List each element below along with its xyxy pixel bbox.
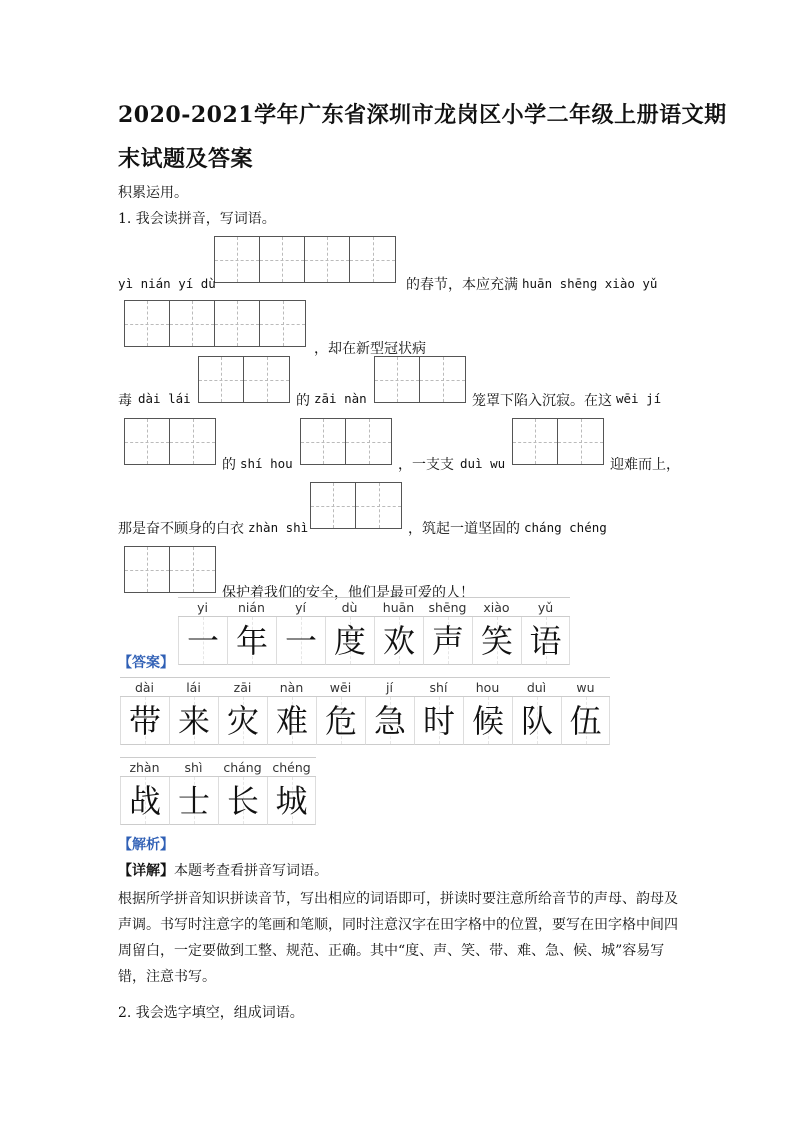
answer-character — [267, 777, 316, 825]
answer-character-text: 来 — [177, 702, 210, 740]
answer-character — [521, 617, 570, 665]
answer-row-3 — [120, 757, 316, 825]
answer-cell — [218, 757, 267, 825]
detail-text: 本题考查看拼音写词语。 — [174, 863, 328, 879]
answer-character-text: 声 — [431, 622, 464, 660]
page-title-line2: 末试题及答案 — [118, 146, 254, 172]
answer-label: 【答案】 — [118, 655, 174, 671]
answer-character — [463, 697, 512, 745]
answer-cell — [218, 677, 267, 745]
answer-cell — [325, 597, 374, 665]
answer-cell — [316, 677, 365, 745]
answer-character-text: 急 — [373, 702, 406, 740]
answer-cell — [227, 597, 276, 665]
text-7: ，一支支 — [398, 457, 454, 473]
answer-character — [120, 697, 169, 745]
answer-character — [561, 697, 610, 745]
answer-cell — [169, 677, 218, 745]
answer-grid-2[interactable] — [124, 300, 306, 347]
answer-cell — [120, 677, 169, 745]
text-5: 笼罩下陷入沉寂。在这 — [472, 393, 612, 409]
answer-character — [365, 697, 414, 745]
answer-character-text: 时 — [422, 702, 455, 740]
detail-label: 【详解】 — [118, 863, 174, 879]
answer-character-text: 战 — [128, 782, 161, 820]
answer-pinyin: yǔ — [521, 597, 570, 617]
answer-grid-7[interactable] — [512, 418, 604, 465]
answer-row-2 — [120, 677, 610, 745]
answer-cell — [276, 597, 325, 665]
answer-pinyin: chéng — [267, 757, 316, 777]
answer-grid-6[interactable] — [300, 418, 392, 465]
answer-pinyin: shēng — [423, 597, 472, 617]
text-3: 毒 — [118, 393, 132, 409]
answer-character — [276, 617, 325, 665]
answer-pinyin: yi — [178, 597, 227, 617]
answer-character-text: 年 — [235, 622, 268, 660]
answer-character — [169, 777, 218, 825]
answer-character — [316, 697, 365, 745]
answer-cell — [374, 597, 423, 665]
pinyin-4: zāi nàn — [314, 391, 367, 406]
text-8: 迎难而上， — [610, 457, 680, 473]
answer-cell — [267, 757, 316, 825]
answer-character — [472, 617, 521, 665]
answer-character-text: 带 — [128, 702, 161, 740]
text-4: 的 — [296, 393, 310, 409]
answer-pinyin: jí — [365, 677, 414, 697]
answer-cell — [521, 597, 570, 665]
answer-character — [169, 697, 218, 745]
answer-cell — [267, 677, 316, 745]
answer-character-text: 语 — [529, 622, 562, 660]
answer-character — [120, 777, 169, 825]
answer-character-text: 士 — [177, 782, 210, 820]
text-1: 的春节，本应充满 — [406, 277, 518, 293]
pinyin-1: yì nián yí dù — [118, 276, 216, 291]
analysis-label: 【解析】 — [118, 837, 174, 853]
explanation-paragraph: 根据所学拼音知识拼读音节，写出相应的词语即可，拼读时要注意所给音节的声母、韵母及声调。书写时注意字的笔画和笔顺，同时注意汉字在田字格中的位置，要写在田字格中间四周留白，一定要做到工整、规范、正确。其中“度、声、笑、带、难、急、候、城”容易写错，注意书写。 — [118, 891, 678, 985]
answer-pinyin: dù — [325, 597, 374, 617]
question-1-prompt: 1. 我会读拼音，写词语。 — [118, 211, 276, 227]
section-heading: 积累运用。 — [118, 185, 188, 201]
answer-pinyin: dài — [120, 677, 169, 697]
answer-pinyin: nián — [227, 597, 276, 617]
answer-character-text: 一 — [284, 622, 317, 660]
text-9: 那是奋不顾身的白衣 — [118, 521, 244, 537]
answer-character-text: 队 — [520, 702, 553, 740]
text-6: 的 — [222, 457, 236, 473]
answer-cell — [472, 597, 521, 665]
answer-character — [178, 617, 227, 665]
answer-pinyin: zhàn — [120, 757, 169, 777]
answer-grid-9[interactable] — [124, 546, 216, 593]
text-10: ，筑起一道坚固的 — [408, 521, 520, 537]
answer-character-text: 一 — [186, 622, 219, 660]
answer-character — [512, 697, 561, 745]
answer-grid-1[interactable] — [214, 236, 396, 283]
answer-character — [414, 697, 463, 745]
answer-character — [374, 617, 423, 665]
answer-cell — [463, 677, 512, 745]
answer-grid-8[interactable] — [310, 482, 402, 529]
answer-pinyin: shì — [169, 757, 218, 777]
answer-cell — [414, 677, 463, 745]
pinyin-8: zhàn shì — [248, 520, 309, 535]
answer-character-text: 长 — [226, 782, 259, 820]
answer-pinyin: yí — [276, 597, 325, 617]
text-2: ，却在新型冠状病 — [314, 341, 426, 357]
answer-cell — [178, 597, 227, 665]
answer-cell — [120, 757, 169, 825]
answer-character-text: 城 — [275, 782, 308, 820]
question-2-prompt: 2. 我会选字填空，组成词语。 — [118, 1005, 304, 1021]
answer-character-text: 候 — [471, 702, 504, 740]
page-title-line1: 2020-2021学年广东省深圳市龙岗区小学二年级上册语文期 — [118, 102, 727, 128]
pinyin-5: wēi jí — [616, 391, 662, 406]
answer-pinyin: hou — [463, 677, 512, 697]
answer-cell — [169, 757, 218, 825]
answer-pinyin: zāi — [218, 677, 267, 697]
answer-pinyin: duì — [512, 677, 561, 697]
answer-character — [325, 617, 374, 665]
pinyin-9: cháng chéng — [524, 520, 607, 535]
answer-pinyin: cháng — [218, 757, 267, 777]
answer-character — [218, 777, 267, 825]
answer-grid-3[interactable] — [198, 356, 290, 403]
answer-cell — [423, 597, 472, 665]
answer-pinyin: wu — [561, 677, 610, 697]
answer-character-text: 危 — [324, 702, 357, 740]
answer-character — [218, 697, 267, 745]
answer-pinyin: xiào — [472, 597, 521, 617]
answer-character-text: 难 — [275, 702, 308, 740]
answer-pinyin: wēi — [316, 677, 365, 697]
answer-character-text: 度 — [333, 622, 366, 660]
answer-pinyin: nàn — [267, 677, 316, 697]
pinyin-7: duì wu — [460, 456, 506, 471]
answer-character — [423, 617, 472, 665]
answer-character-text: 伍 — [569, 702, 602, 740]
answer-character — [267, 697, 316, 745]
answer-character-text: 笑 — [480, 622, 513, 660]
text-11: 保护着我们的安全，他们是最可爱的人！ — [222, 585, 474, 601]
answer-pinyin: lái — [169, 677, 218, 697]
answer-cell — [561, 677, 610, 745]
answer-pinyin: shí — [414, 677, 463, 697]
answer-cell — [512, 677, 561, 745]
answer-character-text: 欢 — [382, 622, 415, 660]
answer-grid-4[interactable] — [374, 356, 466, 403]
answer-grid-5[interactable] — [124, 418, 216, 465]
answer-pinyin: huān — [374, 597, 423, 617]
pinyin-6: shí hou — [240, 456, 293, 471]
pinyin-2: huān shēng xiào yǔ — [522, 276, 658, 291]
answer-row-1 — [178, 597, 570, 665]
pinyin-3: dài lái — [138, 391, 191, 406]
answer-character-text: 灾 — [226, 702, 259, 740]
answer-cell — [365, 677, 414, 745]
detail-line — [118, 860, 328, 880]
answer-character — [227, 617, 276, 665]
